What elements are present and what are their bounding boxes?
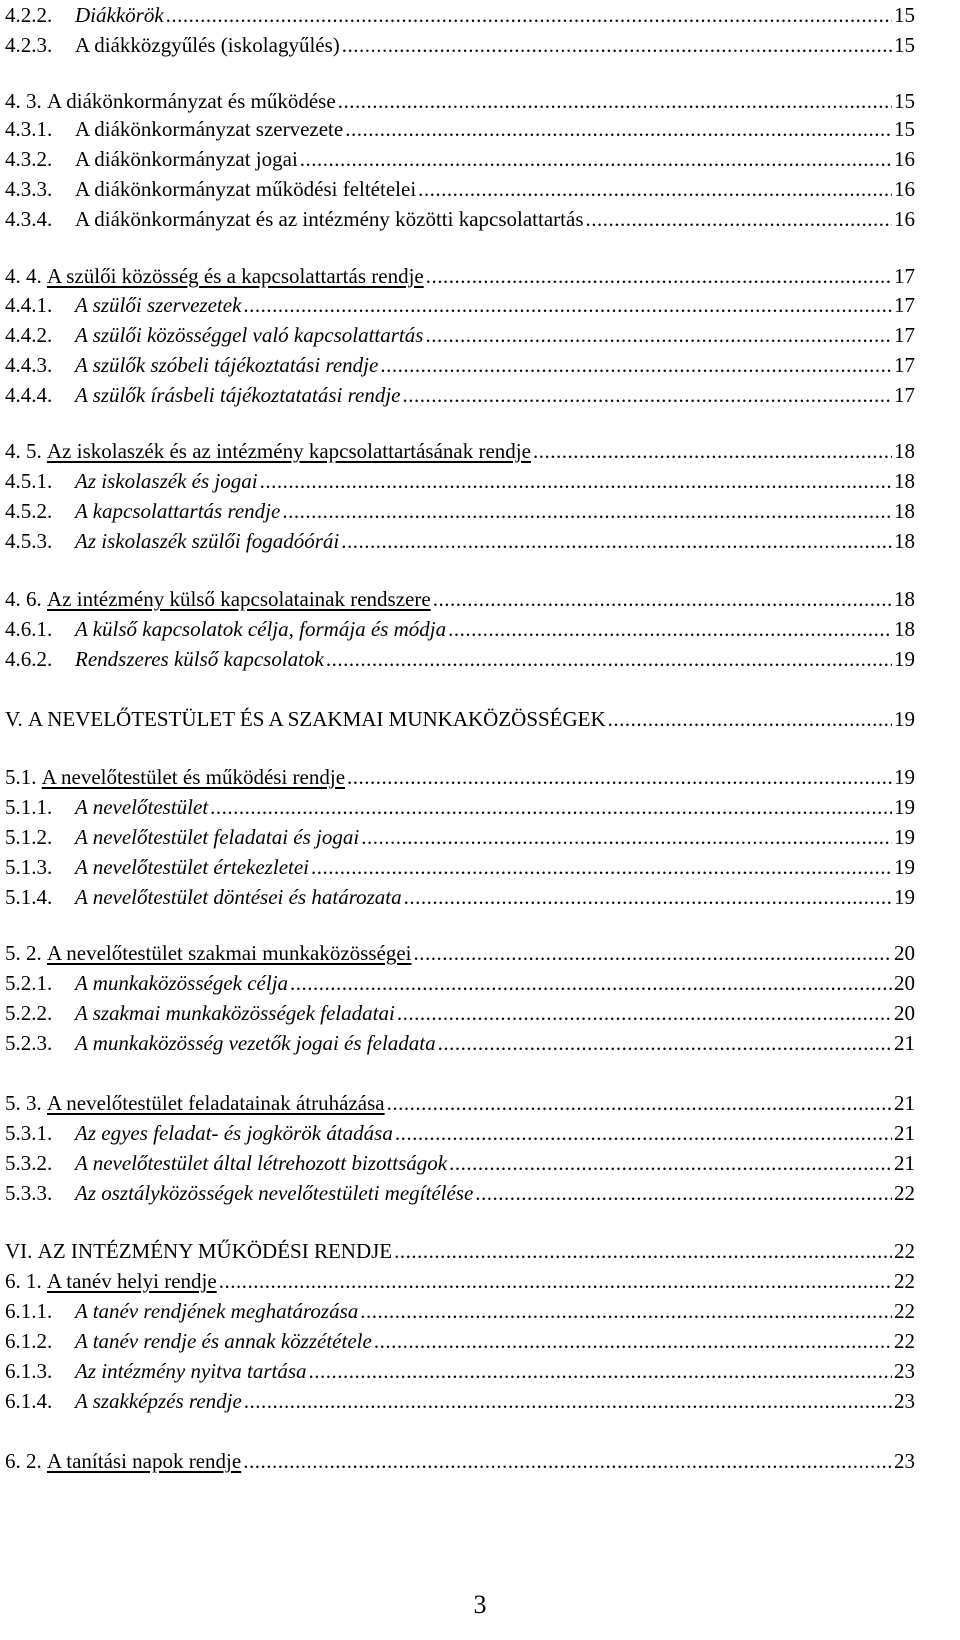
entry-page: 22: [894, 1269, 915, 1293]
entry-number: 6.1.4.: [5, 1389, 53, 1413]
entry-page: 20: [894, 971, 915, 995]
entry-page: 18: [894, 587, 915, 611]
entry-page: 17: [894, 383, 915, 407]
entry-title: Az egyes feladat- és jogkörök átadása: [75, 1121, 393, 1145]
entry-number: 5.1.4.: [5, 885, 53, 909]
entry-page: 17: [894, 353, 915, 377]
toc-entry[interactable]: [5, 822, 915, 852]
dot-leader: [380, 350, 892, 380]
entry-title: A diákönkormányzat szervezete: [75, 117, 344, 141]
entry-number: 4.5.2.: [5, 499, 53, 523]
entry-page: 15: [894, 117, 915, 141]
entry-title: A munkaközösség vezetők jogai és feladata: [75, 1031, 436, 1055]
toc-entry[interactable]: [5, 852, 915, 882]
entry-number: 5.1.1.: [5, 795, 53, 819]
dot-leader: [425, 320, 892, 350]
toc-entry[interactable]: [5, 644, 915, 674]
entry-title: Az iskolaszék és az intézmény kapcsolattartásának rendje: [47, 439, 531, 463]
entry-title: Az intézmény külső kapcsolatainak rendszere: [47, 587, 431, 611]
toc-entry[interactable]: [5, 1088, 915, 1118]
entry-number: 4.4.4.: [5, 383, 53, 407]
dot-leader: [394, 1236, 892, 1266]
toc-entry[interactable]: [5, 1326, 915, 1356]
toc-entry[interactable]: [5, 144, 915, 174]
entry-page: 19: [894, 825, 915, 849]
entry-title: Az iskolaszék és jogai: [75, 469, 258, 493]
dot-leader: [475, 1178, 892, 1208]
dot-leader: [433, 584, 892, 614]
toc-entry[interactable]: [5, 261, 915, 291]
entry-number: 6.1.3.: [5, 1359, 53, 1383]
entry-title: A nevelőtestület feladatai és jogai: [75, 825, 360, 849]
dot-leader: [326, 644, 892, 674]
entry-number: 4.3.4.: [5, 207, 53, 231]
entry-number: 6. 1.: [5, 1269, 42, 1293]
entry-title: AZ INTÉZMÉNY MŰKÖDÉSI RENDJE: [37, 1239, 393, 1263]
entry-number: 6.1.2.: [5, 1329, 53, 1353]
dot-leader: [311, 852, 892, 882]
entry-title: A nevelőtestület szakmai munkaközösségei: [47, 941, 412, 965]
dot-leader: [260, 466, 892, 496]
toc-entry[interactable]: [5, 1148, 915, 1178]
toc-entry[interactable]: [5, 1296, 915, 1326]
entry-title: A tanév rendjének meghatározása: [75, 1299, 359, 1323]
entry-page: 23: [894, 1359, 915, 1383]
entry-number: 4.2.2.: [5, 3, 53, 27]
entry-title: Az osztályközösségek nevelőtestületi megítélése: [75, 1181, 474, 1205]
entry-number: 4.6.2.: [5, 647, 53, 671]
toc-entry[interactable]: [5, 114, 915, 144]
entry-title: Az intézmény nyitva tartása: [75, 1359, 307, 1383]
entry-title: A tanév helyi rendje: [47, 1269, 217, 1293]
entry-page: 15: [894, 33, 915, 57]
entry-page: 19: [894, 885, 915, 909]
entry-title: A nevelőtestület értekezletei: [75, 855, 310, 879]
toc-entry[interactable]: [5, 1118, 915, 1148]
toc-entry[interactable]: [5, 792, 915, 822]
dot-leader: [244, 1386, 892, 1416]
entry-page: 19: [894, 647, 915, 671]
toc-entry[interactable]: [5, 1178, 915, 1208]
dot-leader: [166, 0, 892, 30]
dot-leader: [586, 204, 893, 234]
dot-leader: [449, 1148, 892, 1178]
toc-entry[interactable]: [5, 614, 915, 644]
dot-leader: [243, 1446, 892, 1476]
entry-title: A tanítási napok rendje: [47, 1449, 242, 1473]
entry-page: 17: [894, 293, 915, 317]
entry-page: 20: [894, 1001, 915, 1025]
entry-number: 4.5.3.: [5, 529, 53, 553]
toc-entry[interactable]: [5, 86, 915, 116]
toc-entry[interactable]: [5, 526, 915, 556]
dot-leader: [448, 614, 892, 644]
entry-title: A nevelőtestület feladatainak átruházása: [47, 1091, 385, 1115]
entry-page: 22: [894, 1181, 915, 1205]
toc-entry[interactable]: [5, 466, 915, 496]
entry-title: Diákkörök: [75, 3, 164, 27]
dot-leader: [361, 822, 892, 852]
entry-title: A szakmai munkaközösségek feladatai: [75, 1001, 395, 1025]
toc-entry[interactable]: [5, 380, 915, 410]
dot-leader: [414, 938, 893, 968]
entry-number: V.: [5, 707, 23, 731]
toc-entry[interactable]: [5, 704, 915, 734]
entry-page: 18: [894, 617, 915, 641]
dot-leader: [374, 1326, 892, 1356]
entry-page: 21: [894, 1151, 915, 1175]
entry-number: 4.5.1.: [5, 469, 53, 493]
entry-number: 4. 4.: [5, 264, 42, 288]
entry-page: 15: [894, 3, 915, 27]
toc-entry[interactable]: [5, 1356, 915, 1386]
entry-title: A diákönkormányzat jogai: [75, 147, 298, 171]
entry-title: A tanév rendje és annak közzététele: [75, 1329, 372, 1353]
entry-title: A szülők szóbeli tájékoztatási rendje: [75, 353, 379, 377]
entry-page: 19: [894, 707, 915, 731]
entry-page: 17: [894, 323, 915, 347]
entry-title: A diákönkormányzat és működése: [47, 89, 336, 113]
entry-number: 5.2.2.: [5, 1001, 53, 1025]
toc-entry[interactable]: [5, 290, 915, 320]
entry-title: A diákönkormányzat és az intézmény közötti kapcsolattartás: [75, 207, 584, 231]
entry-number: VI.: [5, 1239, 33, 1263]
toc-entry[interactable]: [5, 320, 915, 350]
entry-title: A szülői közösséggel való kapcsolattartás: [75, 323, 424, 347]
entry-page: 18: [894, 499, 915, 523]
entry-title: Rendszeres külső kapcsolatok: [75, 647, 324, 671]
dot-leader: [210, 792, 892, 822]
dot-leader: [426, 261, 892, 291]
entry-title: A nevelőtestület által létrehozott bizottságok: [75, 1151, 448, 1175]
entry-title: A diákönkormányzat működési feltételei: [75, 177, 417, 201]
dot-leader: [282, 496, 892, 526]
toc-entry[interactable]: [5, 0, 915, 30]
dot-leader: [345, 114, 892, 144]
entry-title: A szülői közösség és a kapcsolattartás rendje: [47, 264, 424, 288]
toc-entry[interactable]: [5, 1446, 915, 1476]
entry-page: 23: [894, 1389, 915, 1413]
entry-page: 21: [894, 1091, 915, 1115]
entry-number: 4.4.1.: [5, 293, 53, 317]
toc-entry[interactable]: [5, 174, 915, 204]
entry-page: 18: [894, 469, 915, 493]
dot-leader: [341, 526, 892, 556]
entry-number: 5.3.3.: [5, 1181, 53, 1205]
entry-number: 4.3.3.: [5, 177, 53, 201]
dot-leader: [243, 290, 892, 320]
entry-page: 22: [894, 1239, 915, 1263]
entry-page: 19: [894, 765, 915, 789]
entry-number: 4.6.1.: [5, 617, 53, 641]
dot-leader: [438, 1028, 892, 1058]
dot-leader: [418, 174, 892, 204]
toc-entry[interactable]: [5, 350, 915, 380]
entry-number: 5.3.2.: [5, 1151, 53, 1175]
entry-title: A szülők írásbeli tájékoztatatási rendje: [75, 383, 401, 407]
entry-page: 15: [894, 89, 915, 113]
entry-number: 4. 3.: [5, 89, 42, 113]
toc-entry[interactable]: [5, 436, 915, 466]
entry-page: 16: [894, 147, 915, 171]
entry-title: A NEVELŐTESTÜLET ÉS A SZAKMAI MUNKAKÖZÖSSÉGEK: [27, 707, 606, 731]
entry-number: 4.4.2.: [5, 323, 53, 347]
dot-leader: [219, 1266, 892, 1296]
entry-page: 21: [894, 1121, 915, 1145]
dot-leader: [402, 380, 892, 410]
entry-title: A szülői szervezetek: [75, 293, 242, 317]
entry-number: 4.3.2.: [5, 147, 53, 171]
entry-title: A nevelőtestület és működési rendje: [41, 765, 346, 789]
entry-number: 5.1.3.: [5, 855, 53, 879]
toc-entry[interactable]: [5, 1386, 915, 1416]
entry-number: 4.3.1.: [5, 117, 53, 141]
entry-number: 5.2.1.: [5, 971, 53, 995]
entry-number: 6. 2.: [5, 1449, 42, 1473]
entry-number: 4. 6.: [5, 587, 42, 611]
entry-number: 5.1.: [5, 765, 37, 789]
entry-page: 21: [894, 1031, 915, 1055]
entry-number: 6.1.1.: [5, 1299, 53, 1323]
entry-title: A nevelőtestület: [75, 795, 209, 819]
entry-number: 5. 2.: [5, 941, 42, 965]
page-number: 3: [473, 1590, 487, 1619]
entry-number: 4.2.3.: [5, 33, 53, 57]
dot-leader: [387, 1088, 892, 1118]
entry-number: 5. 3.: [5, 1091, 42, 1115]
entry-page: 20: [894, 941, 915, 965]
entry-title: Az iskolaszék szülői fogadóórái: [75, 529, 340, 553]
toc-entry[interactable]: [5, 584, 915, 614]
entry-number: 4.4.3.: [5, 353, 53, 377]
toc-entry[interactable]: [5, 938, 915, 968]
dot-leader: [347, 762, 892, 792]
dot-leader: [309, 1356, 892, 1386]
entry-page: 22: [894, 1299, 915, 1323]
entry-page: 18: [894, 439, 915, 463]
entry-title: A külső kapcsolatok célja, formája és módja: [75, 617, 447, 641]
dot-leader: [397, 998, 892, 1028]
dot-leader: [608, 704, 892, 734]
entry-title: A munkaközösségek célja: [75, 971, 289, 995]
toc-entry[interactable]: [5, 882, 915, 912]
dot-leader: [290, 968, 892, 998]
entry-page: 19: [894, 795, 915, 819]
entry-title: A diákközgyűlés (iskolagyűlés): [75, 33, 340, 57]
entry-page: 16: [894, 177, 915, 201]
dot-leader: [338, 86, 892, 116]
toc-entry[interactable]: [5, 496, 915, 526]
entry-page: 17: [894, 264, 915, 288]
entry-page: 18: [894, 529, 915, 553]
entry-page: 19: [894, 855, 915, 879]
dot-leader: [533, 436, 892, 466]
entry-title: A kapcsolattartás rendje: [75, 499, 281, 523]
toc-entry[interactable]: [5, 998, 915, 1028]
dot-leader: [360, 1296, 892, 1326]
dot-leader: [300, 144, 892, 174]
toc-entry[interactable]: [5, 1236, 915, 1266]
toc-entry[interactable]: [5, 30, 915, 60]
entry-number: 4. 5.: [5, 439, 42, 463]
entry-page: 22: [894, 1329, 915, 1353]
toc-entry[interactable]: [5, 968, 915, 998]
entry-number: 5.1.2.: [5, 825, 53, 849]
toc-entry[interactable]: [5, 1266, 915, 1296]
toc-entry[interactable]: [5, 1028, 915, 1058]
entry-title: A szakképzés rendje: [75, 1389, 242, 1413]
dot-leader: [342, 30, 892, 60]
entry-title: A nevelőtestület döntései és határozata: [75, 885, 402, 909]
entry-page: 23: [894, 1449, 915, 1473]
toc-entry[interactable]: [5, 762, 915, 792]
entry-page: 16: [894, 207, 915, 231]
dot-leader: [404, 882, 892, 912]
dot-leader: [395, 1118, 892, 1148]
entry-number: 5.2.3.: [5, 1031, 53, 1055]
entry-number: 5.3.1.: [5, 1121, 53, 1145]
toc-entry[interactable]: [5, 204, 915, 234]
